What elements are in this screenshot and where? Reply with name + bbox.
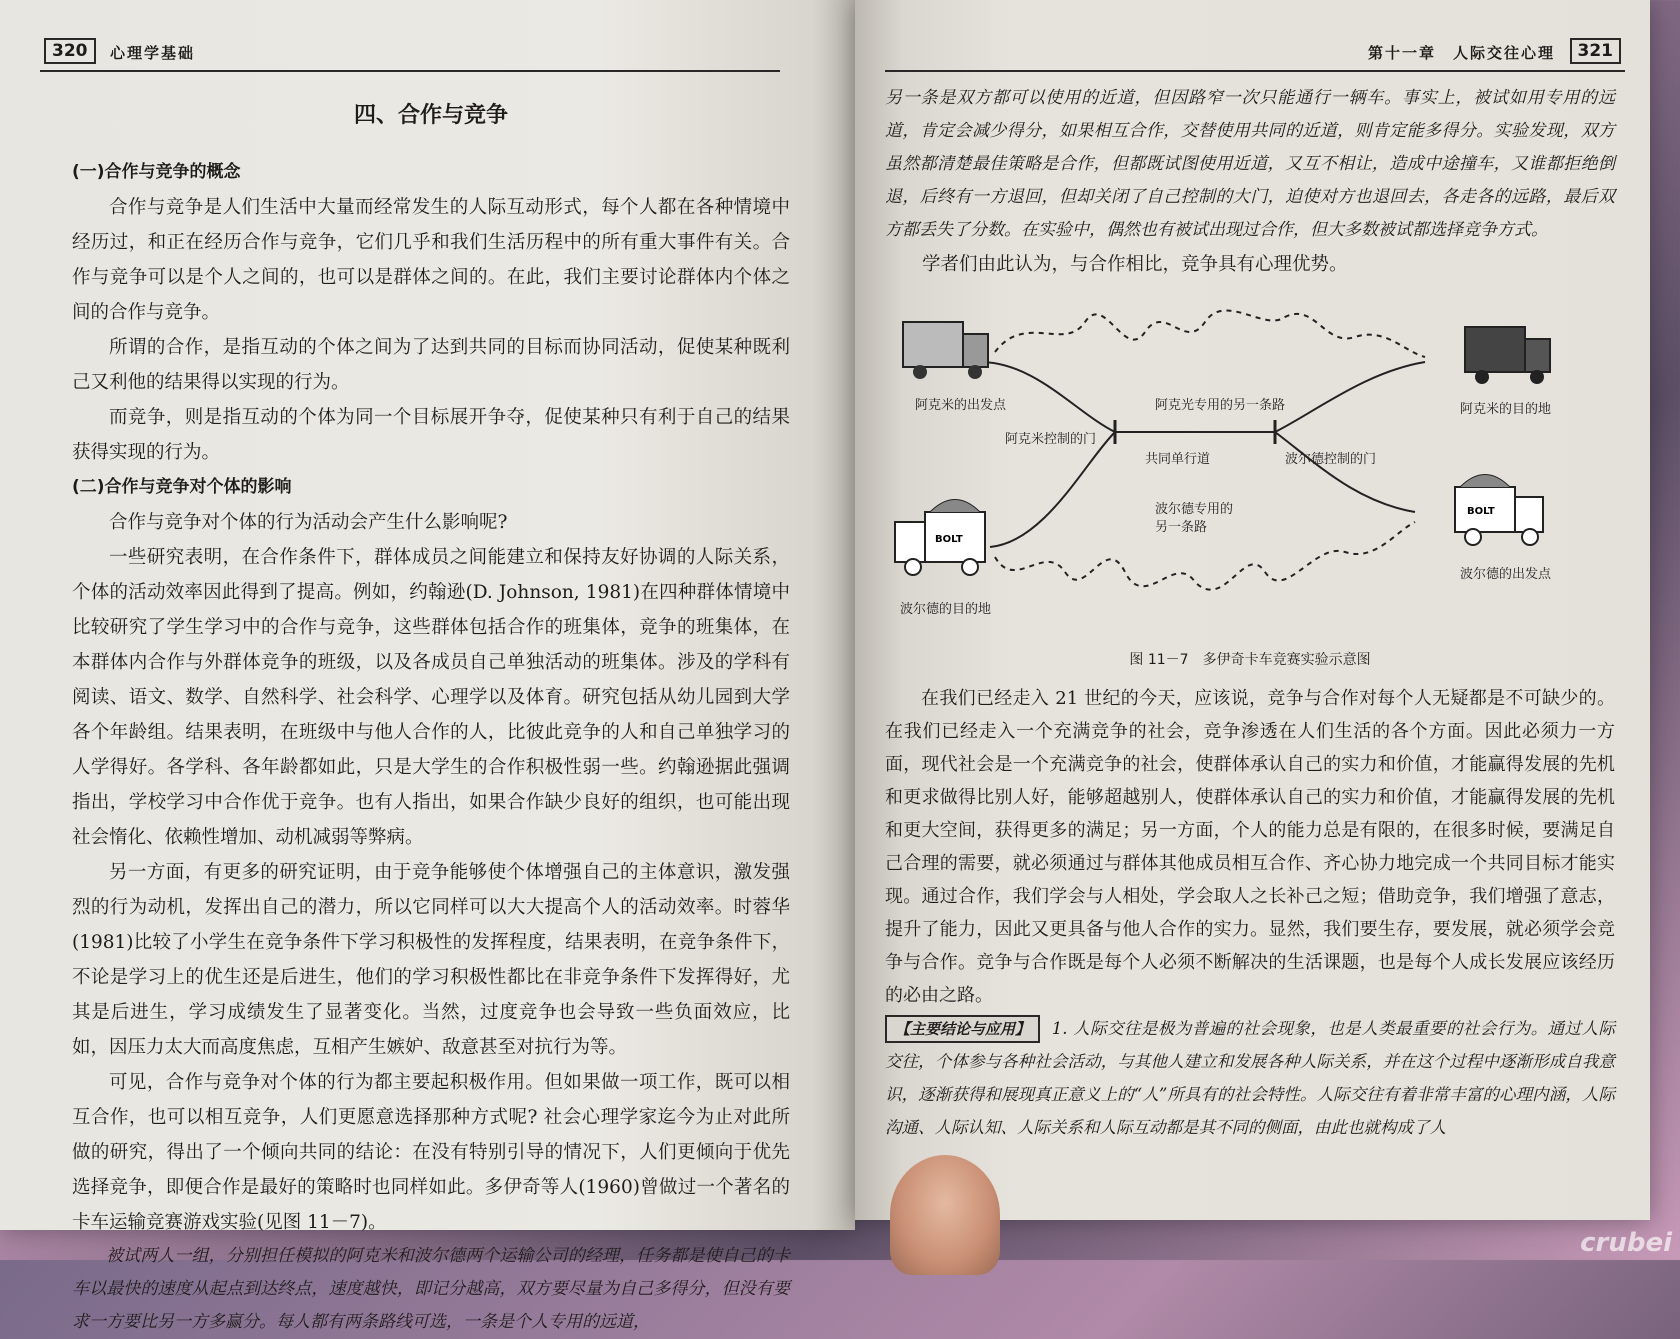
page-number: 321 — [1570, 38, 1622, 64]
paragraph: 所谓的合作，是指互动的个体之间为了达到共同的目标而协同活动，促使某种既利己又利他的结果得以实现的行为。 — [72, 337, 790, 393]
paragraph: 可见，合作与竞争对个体的行为都主要起积极作用。但如果做一项工作，既可以相互合作，也可以相互竞争，人们更愿意选择那种方式呢? 社会心理学家迄今为止对此所做的研究，得出了一个倾向共同的结论：在没有特别引导的情况下，人们更倾向于优先选择竞争，即便合作是最好的策略时也同样如此。多伊奇等人(1960)曾做过一个著名的卡车运输竞赛游戏实验(见图 11－7)。 — [72, 1072, 790, 1233]
paragraph: 学者们由此认为，与合作相比，竞争具有心理优势。 — [922, 254, 1348, 275]
truck-game-diagram — [885, 292, 1615, 637]
subsection-title: (一)合作与竞争的概念 — [72, 162, 241, 182]
paragraph: 另一方面，有更多的研究证明，由于竞争能够使个体增强自己的主体意识，激发强烈的行为动机，发挥出自己的潜力，所以它同样可以大大提高个人的活动效率。时蓉华(1981)比较了小学生在竞争条件下学习积极性的发挥程度，结果表明，在竞争条件下，不论是学习上的优生还是后进生，他们的学习积极性都比在非竞争条件下发挥得好，尤其是后进生，学习成绩发生了显著变化。当然，过度竞争也会导致一些负面效应，比如，因压力太大而高度焦虑，互相产生嫉妒、敌意甚至对抗行为等。 — [72, 862, 790, 1058]
label-bolt-start: 波尔德的出发点 — [1460, 567, 1552, 582]
watermark: crubei — [1580, 1228, 1672, 1258]
acme-start-truck — [903, 322, 988, 379]
label-bolt-destination: 波尔德的目的地 — [900, 602, 992, 617]
subsection-title: (二)合作与竞争对个体的影响 — [72, 477, 292, 497]
bolt-truck-text: BOLT — [1467, 506, 1495, 517]
running-title: 第十一章 人际交往心理 — [1367, 44, 1555, 62]
experiment-description: 被试两人一组，分别担任模拟的阿克米和波尔德两个运输公司的经理，任务都是使自己的卡车以最快的速度从起点到达终点，速度越快，即记分越高，双方要尽量为自己多得分，但没有要求一方要比另一方多赢分。每人都有两条路线可选，一条是个人专用的远道， — [72, 1246, 790, 1332]
paragraph: 合作与竞争对个体的行为活动会产生什么影响呢? — [109, 512, 508, 533]
conclusions-title: 【主要结论与应用】 — [885, 1015, 1040, 1043]
right-page-header — [885, 34, 1625, 72]
running-title: 心理学基础 — [110, 44, 196, 62]
acme-end-road — [1275, 362, 1425, 432]
label-acme-alt-route: 阿克光专用的另一条路 — [1155, 398, 1286, 413]
paragraph: 而竞争，则是指互动的个体为同一个目标展开争夺，促使某种只有利于自己的结果获得实现的行为。 — [72, 407, 790, 463]
page-number: 320 — [44, 38, 96, 64]
paragraph: 一些研究表明，在合作条件下，群体成员之间能建立和保持友好协调的人际关系，个体的活动效率因此得到了提高。例如，约翰逊(D. Johnson, 1981)在四种群体情境中比较研究了学生学习中的合作与竞争，这些群体包括合作的班集体，竞争的班集体，在本群体内合作与外群体竞争的班级，以及各成员自己单独活动的班集体。涉及的学科有阅读、语文、数学、自然科学、社会科学、心理学以及体育。研究包括从幼儿园到大学各个年龄组。结果表明，在班级中与他人合作的人，比彼此竞争的人和自己单独学习的人学得好。各学科、各年龄都如此，只是大学生的合作积极性弱一些。约翰逊据此强调指出，学校学习中合作优于竞争。也有人指出，如果合作缺少良好的组织，也可能出现社会惰化、依赖性增加、动机减弱等弊病。 — [72, 547, 790, 848]
paragraph: 在我们已经走入 21 世纪的今天，应该说，竞争与合作对每个人无疑都是不可缺少的。在我们已经走入一个充满竞争的社会，竞争渗透在人们生活的各个方面。因此必须力一方面，现代社会是一个充满竞争的社会，使群体承认自己的实力和价值，才能赢得发展的先机和更求做得比别人好，能够超越别人，使群体承认自己的实力和价值，才能赢得发展的先机和更大空间，获得更多的满足；另一方面，个人的能力总是有限的，在很多时候，要满足自己合理的需要，就必须通过与群体其他成员相互合作、齐心协力地完成一个共同目标才能实现。通过合作，我们学会与人相处，学会取人之长补己之短；借助竞争，我们增强了意志，提升了能力，因此又更具备与他人合作的实力。显然，我们要生存，要发展，就必须学会竞争与合作。竞争与合作既是每个人必须不断解决的生活课题，也是每个人成长发展应该经历的必由之路。 — [885, 688, 1615, 1006]
label-acme-gate: 阿克米控制的门 — [1005, 432, 1097, 447]
bolt-truck-text: BOLT — [935, 534, 963, 545]
left-page-header — [40, 34, 780, 72]
label-bolt-gate: 波尔德控制的门 — [1285, 452, 1377, 467]
experiment-description-continued: 另一条是双方都可以使用的近道，但因路窄一次只能通行一辆车。事实上，被试如用专用的远道，肯定会减少得分，如果相互合作，交替使用共同的近道，则肯定能多得分。实验发现，双方虽然都清楚最佳策略是合作，但都既试图使用近道，又互不相让，造成中途撞车，又谁都拒绝倒退，后终有一方退回，但却关闭了自己控制的大门，迫使对方也退回去，各走各的远路，最后双方都丢失了分数。在实验中，偶然也有被试出现过合作，但大多数被试都选择竞争方式。 — [885, 88, 1615, 240]
conclusion-item-1: 1. 人际交往是极为普遍的社会现象，也是人类最重要的社会行为。通过人际交往，个体参与各种社会活动，与其他人建立和发展各种人际关系，并在这个过程中逐渐形成自我意识，逐渐获得和展现真正意义上的“人”所具有的社会特性。人际交往有着非常丰富的心理内涵，人际沟通、人际认知、人际关系和人际互动都是其不同的侧面，由此也就构成了人 — [885, 1019, 1615, 1137]
label-acme-destination: 阿克米的目的地 — [1460, 402, 1552, 417]
label-bolt-alt-route-2: 另一条路 — [1155, 520, 1208, 535]
section-title: 四、合作与竞争 — [353, 103, 508, 128]
conclusions-box — [885, 1012, 1615, 1144]
bolt-start-truck — [1455, 475, 1543, 546]
label-bolt-alt-route-1: 波尔德专用的 — [1155, 502, 1234, 517]
acme-alt-route-line — [995, 311, 1425, 357]
bolt-destination-truck — [895, 500, 985, 576]
figure-caption: 图 11－7 多伊奇卡车竞赛实验示意图 — [1129, 652, 1371, 668]
acme-destination-truck — [1465, 327, 1550, 384]
left-page-body — [72, 90, 790, 1339]
label-shared-one-way: 共同单行道 — [1145, 452, 1211, 467]
paragraph: 合作与竞争是人们生活中大量而经常发生的人际互动形式，每个人都在各种情境中经历过，和正在经历合作与竞争，它们几乎和我们生活历程中的所有重大事件有关。合作与竞争可以是个人之间的，也可以是群体之间的。在此，我们主要讨论群体内个体之间的合作与竞争。 — [72, 197, 790, 323]
thumb — [890, 1155, 1000, 1275]
right-page-body — [885, 82, 1615, 1144]
right-page — [855, 0, 1650, 1220]
label-acme-start: 阿克米的出发点 — [915, 398, 1007, 413]
